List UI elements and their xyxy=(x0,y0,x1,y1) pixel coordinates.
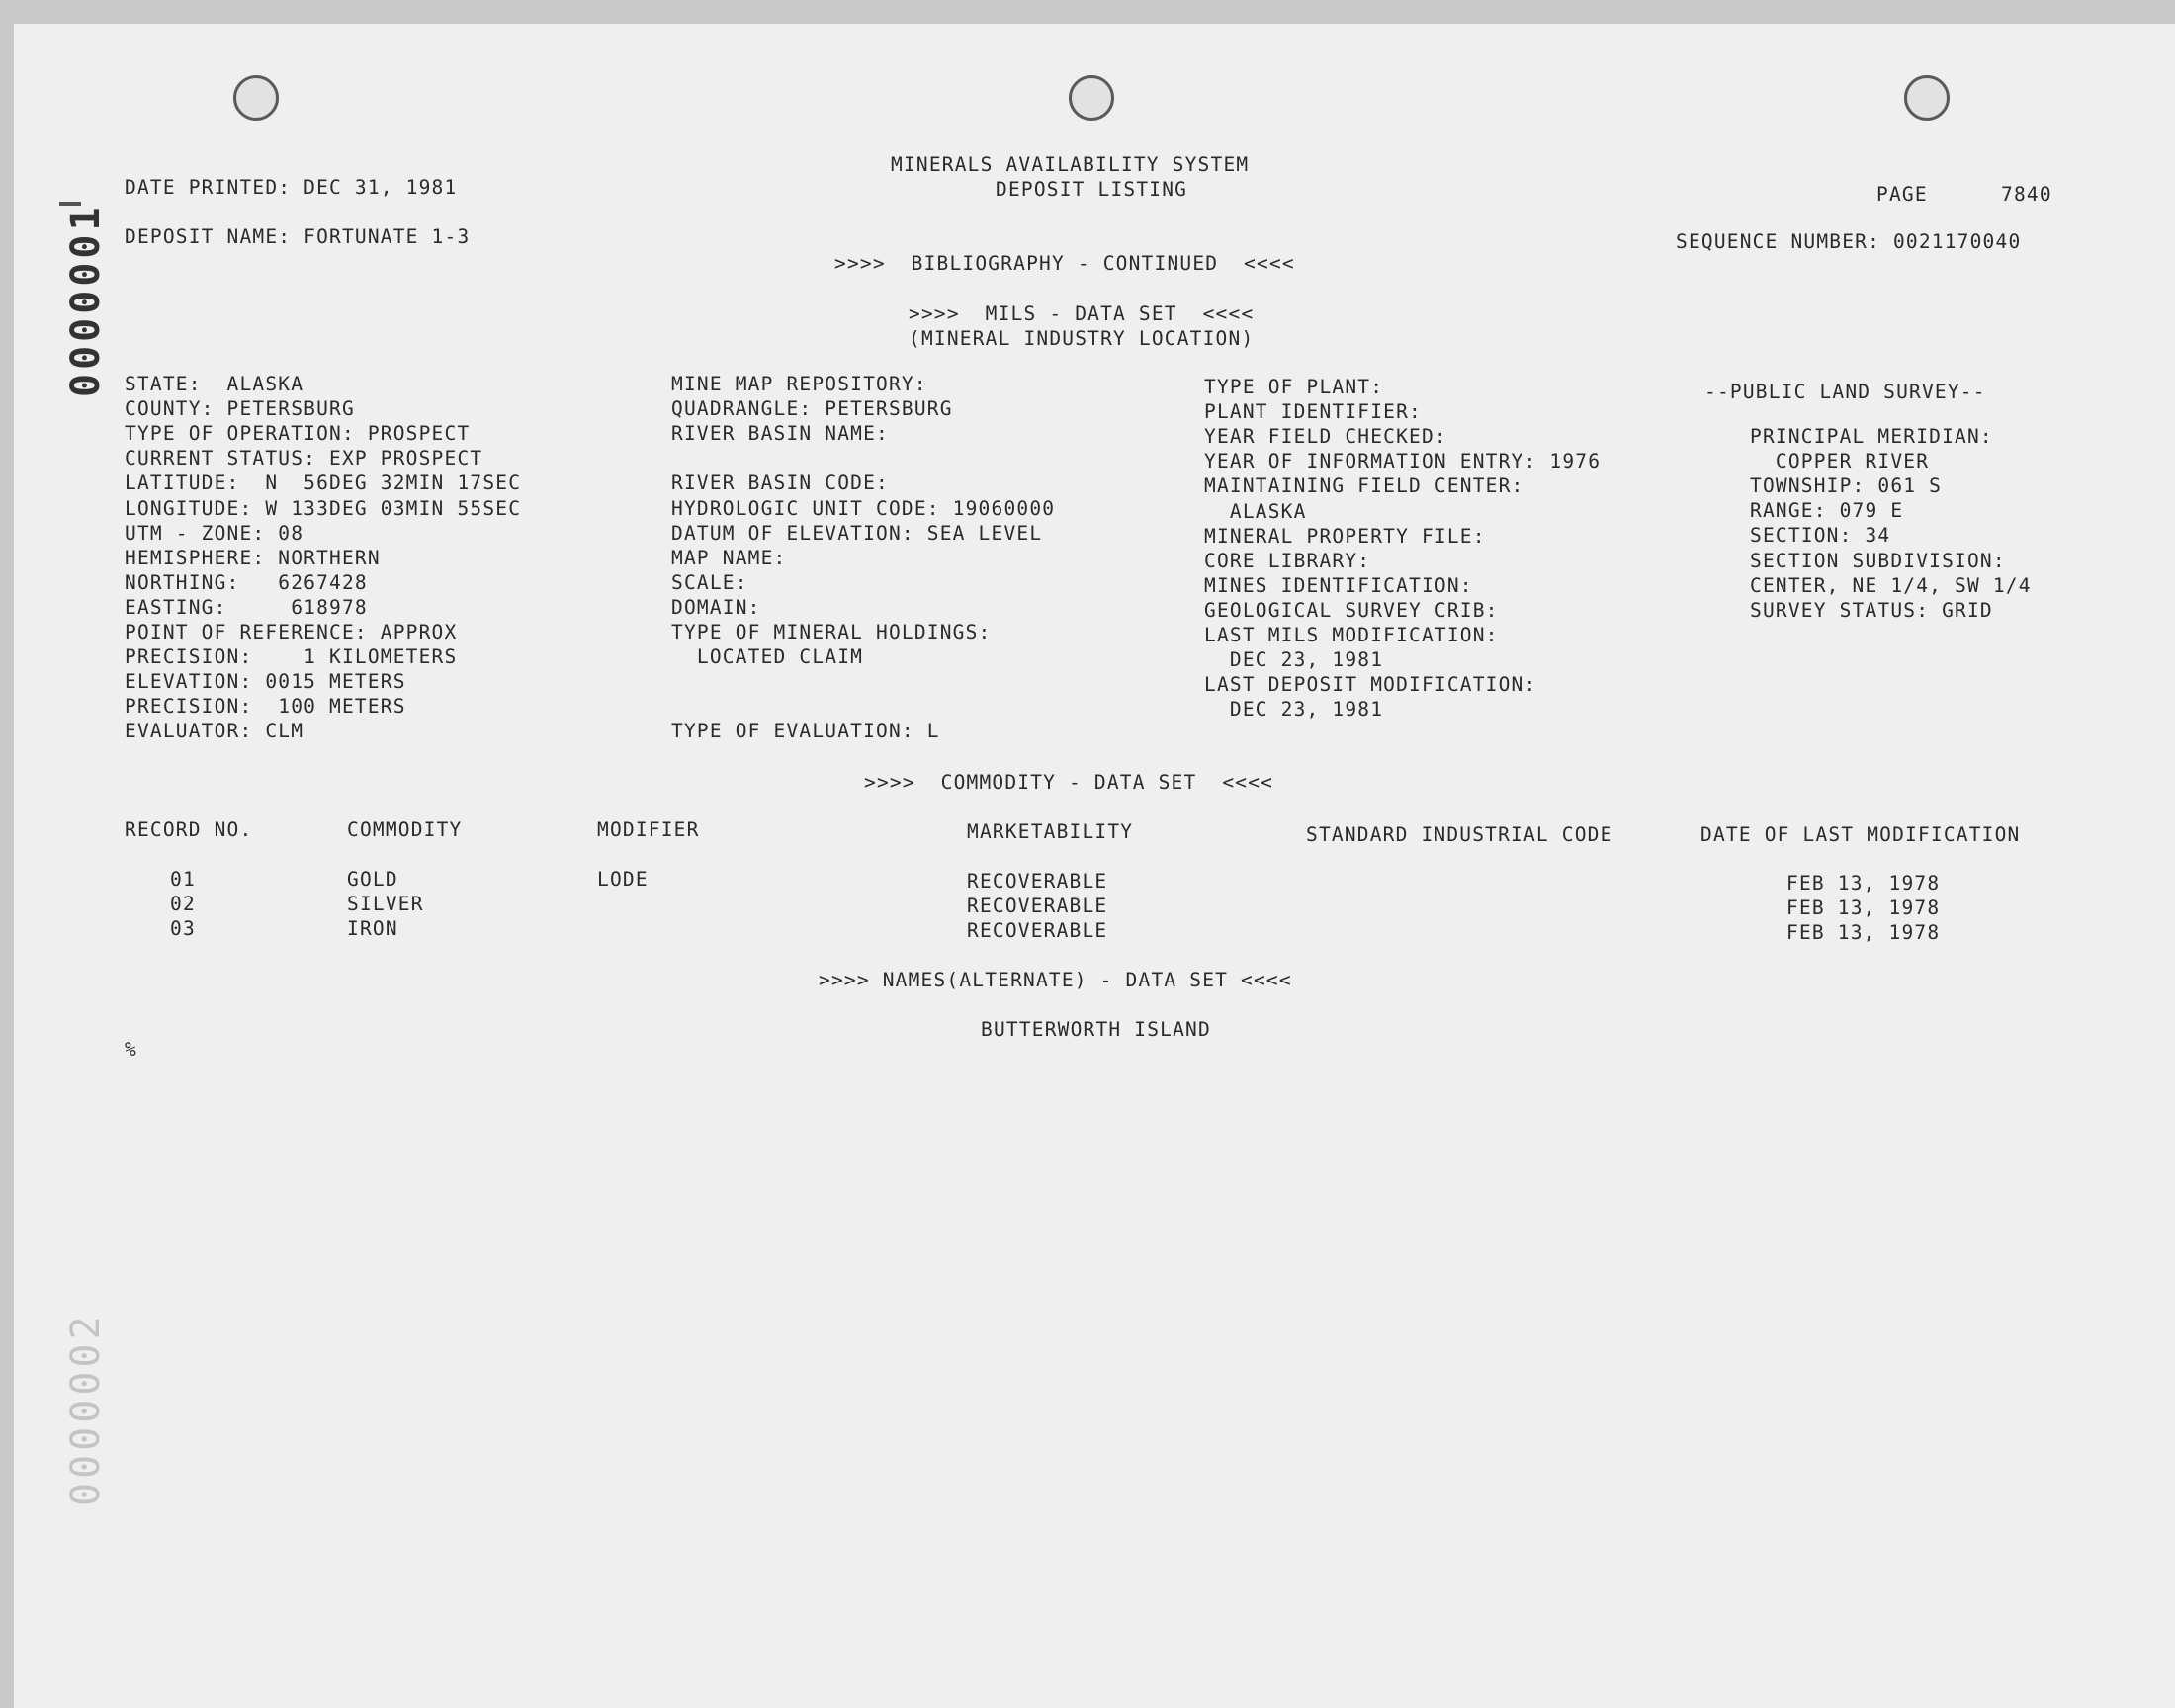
header-sic: STANDARD INDUSTRIAL CODE xyxy=(1306,823,1613,846)
map-field: MINE MAP REPOSITORY: xyxy=(671,373,927,395)
location-field: EASTING: 618978 xyxy=(125,595,368,619)
land-survey-field: RANGE: 079 E xyxy=(1750,499,1904,523)
film-number-top: 0000001 xyxy=(63,203,109,397)
plant-field: MAINTAINING FIELD CENTER: xyxy=(1204,474,1524,498)
location-field: PRECISION: 100 METERS xyxy=(125,695,406,719)
map-field: QUADRANGLE: PETERSBURG xyxy=(671,397,953,421)
location-field: POINT OF REFERENCE: APPROX xyxy=(125,621,458,643)
film-number-bottom: 0000002 xyxy=(63,1312,109,1506)
plant-field: GEOLOGICAL SURVEY CRIB: xyxy=(1204,598,1499,622)
page-number: 7840 xyxy=(2001,183,2052,206)
sequence-number: SEQUENCE NUMBER: 0021170040 xyxy=(1676,230,2022,253)
cell-date: FEB 13, 1978 xyxy=(1786,872,1941,895)
map-field: RIVER BASIN CODE: xyxy=(671,471,889,495)
cell-marketability: RECOVERABLE xyxy=(967,870,1108,893)
map-field: SCALE: xyxy=(671,570,748,594)
deposit-name: DEPOSIT NAME: FORTUNATE 1-3 xyxy=(125,225,471,248)
land-survey-field: COPPER RIVER xyxy=(1750,450,1930,473)
header-commodity: COMMODITY xyxy=(347,818,463,841)
plant-field: LAST DEPOSIT MODIFICATION: xyxy=(1204,673,1537,697)
cell-modifier: LODE xyxy=(597,868,649,891)
location-field: LATITUDE: N 56DEG 32MIN 17SEC xyxy=(125,471,522,495)
listing-title: DEPOSIT LISTING xyxy=(996,178,1188,201)
location-field: UTM - ZONE: 08 xyxy=(125,521,304,545)
system-title: MINERALS AVAILABILITY SYSTEM xyxy=(891,153,1250,176)
location-field: STATE: ALASKA xyxy=(125,373,304,395)
mils-heading: >>>> MILS - DATA SET <<<< xyxy=(909,302,1255,325)
land-survey-field: CENTER, NE 1/4, SW 1/4 xyxy=(1750,573,2032,597)
location-field: NORTHING: 6267428 xyxy=(125,570,368,594)
location-field: ELEVATION: 0015 METERS xyxy=(125,670,406,694)
header-record-no: RECORD NO. xyxy=(125,818,253,841)
location-field: COUNTY: PETERSBURG xyxy=(125,397,355,421)
land-survey-field: SECTION SUBDIVISION: xyxy=(1750,549,2006,572)
plant-field: DEC 23, 1981 xyxy=(1204,648,1384,672)
map-field: LOCATED CLAIM xyxy=(671,645,864,669)
cell-record: 01 xyxy=(170,868,196,891)
map-field: TYPE OF MINERAL HOLDINGS: xyxy=(671,621,992,643)
names-heading: >>>> NAMES(ALTERNATE) - DATA SET <<<< xyxy=(819,969,1292,991)
cell-commodity: IRON xyxy=(347,917,398,940)
page-label: PAGE xyxy=(1876,183,1928,206)
plant-field: MINES IDENTIFICATION: xyxy=(1204,573,1473,597)
printout-page xyxy=(14,24,2175,1708)
plant-field: MINERAL PROPERTY FILE: xyxy=(1204,524,1486,548)
land-survey-field: SURVEY STATUS: GRID xyxy=(1750,598,1993,622)
map-field: MAP NAME: xyxy=(671,546,787,569)
land-survey-heading: --PUBLIC LAND SURVEY-- xyxy=(1704,381,1986,403)
cell-record: 03 xyxy=(170,917,196,940)
cell-commodity: GOLD xyxy=(347,868,398,891)
plant-field: ALASKA xyxy=(1204,499,1307,523)
map-field: DATUM OF ELEVATION: SEA LEVEL xyxy=(671,521,1043,545)
map-field: RIVER BASIN NAME: xyxy=(671,422,889,446)
punch-hole-center xyxy=(1069,75,1114,121)
plant-field: YEAR FIELD CHECKED: xyxy=(1204,425,1447,449)
plant-field: CORE LIBRARY: xyxy=(1204,549,1371,572)
bibliography-heading: >>>> BIBLIOGRAPHY - CONTINUED <<<< xyxy=(834,252,1295,275)
location-field: CURRENT STATUS: EXP PROSPECT xyxy=(125,447,483,470)
plant-field: YEAR OF INFORMATION ENTRY: 1976 xyxy=(1204,450,1602,473)
land-survey-field: SECTION: 34 xyxy=(1750,524,1891,548)
punch-hole-left xyxy=(233,75,279,121)
cell-marketability: RECOVERABLE xyxy=(967,895,1108,917)
location-field: HEMISPHERE: NORTHERN xyxy=(125,546,381,569)
plant-field: PLANT IDENTIFIER: xyxy=(1204,400,1422,424)
header-date-modified: DATE OF LAST MODIFICATION xyxy=(1700,823,2021,846)
land-survey-field: PRINCIPAL MERIDIAN: xyxy=(1750,425,1993,448)
commodity-heading: >>>> COMMODITY - DATA SET <<<< xyxy=(864,771,1274,794)
date-printed: DATE PRINTED: DEC 31, 1981 xyxy=(125,176,458,199)
map-field: DOMAIN: xyxy=(671,595,761,619)
header-marketability: MARKETABILITY xyxy=(967,820,1134,843)
location-field: LONGITUDE: W 133DEG 03MIN 55SEC xyxy=(125,496,522,520)
end-marker: % xyxy=(125,1038,137,1061)
cell-marketability: RECOVERABLE xyxy=(967,919,1108,942)
plant-field: TYPE OF PLANT: xyxy=(1204,376,1384,398)
map-field: TYPE OF EVALUATION: L xyxy=(671,720,940,743)
cell-date: FEB 13, 1978 xyxy=(1786,921,1941,944)
header-modifier: MODIFIER xyxy=(597,818,700,841)
punch-hole-right xyxy=(1904,75,1950,121)
location-field: TYPE OF OPERATION: PROSPECT xyxy=(125,422,471,446)
plant-field: LAST MILS MODIFICATION: xyxy=(1204,624,1499,646)
land-survey-field: TOWNSHIP: 061 S xyxy=(1750,474,1943,498)
mils-subheading: (MINERAL INDUSTRY LOCATION) xyxy=(909,327,1255,350)
cell-commodity: SILVER xyxy=(347,893,424,915)
alternate-name: BUTTERWORTH ISLAND xyxy=(981,1018,1211,1041)
map-field: HYDROLOGIC UNIT CODE: 19060000 xyxy=(671,496,1056,520)
location-field: PRECISION: 1 KILOMETERS xyxy=(125,645,458,669)
cell-record: 02 xyxy=(170,893,196,915)
location-field: EVALUATOR: CLM xyxy=(125,720,304,743)
cell-date: FEB 13, 1978 xyxy=(1786,897,1941,919)
plant-field: DEC 23, 1981 xyxy=(1204,698,1384,722)
